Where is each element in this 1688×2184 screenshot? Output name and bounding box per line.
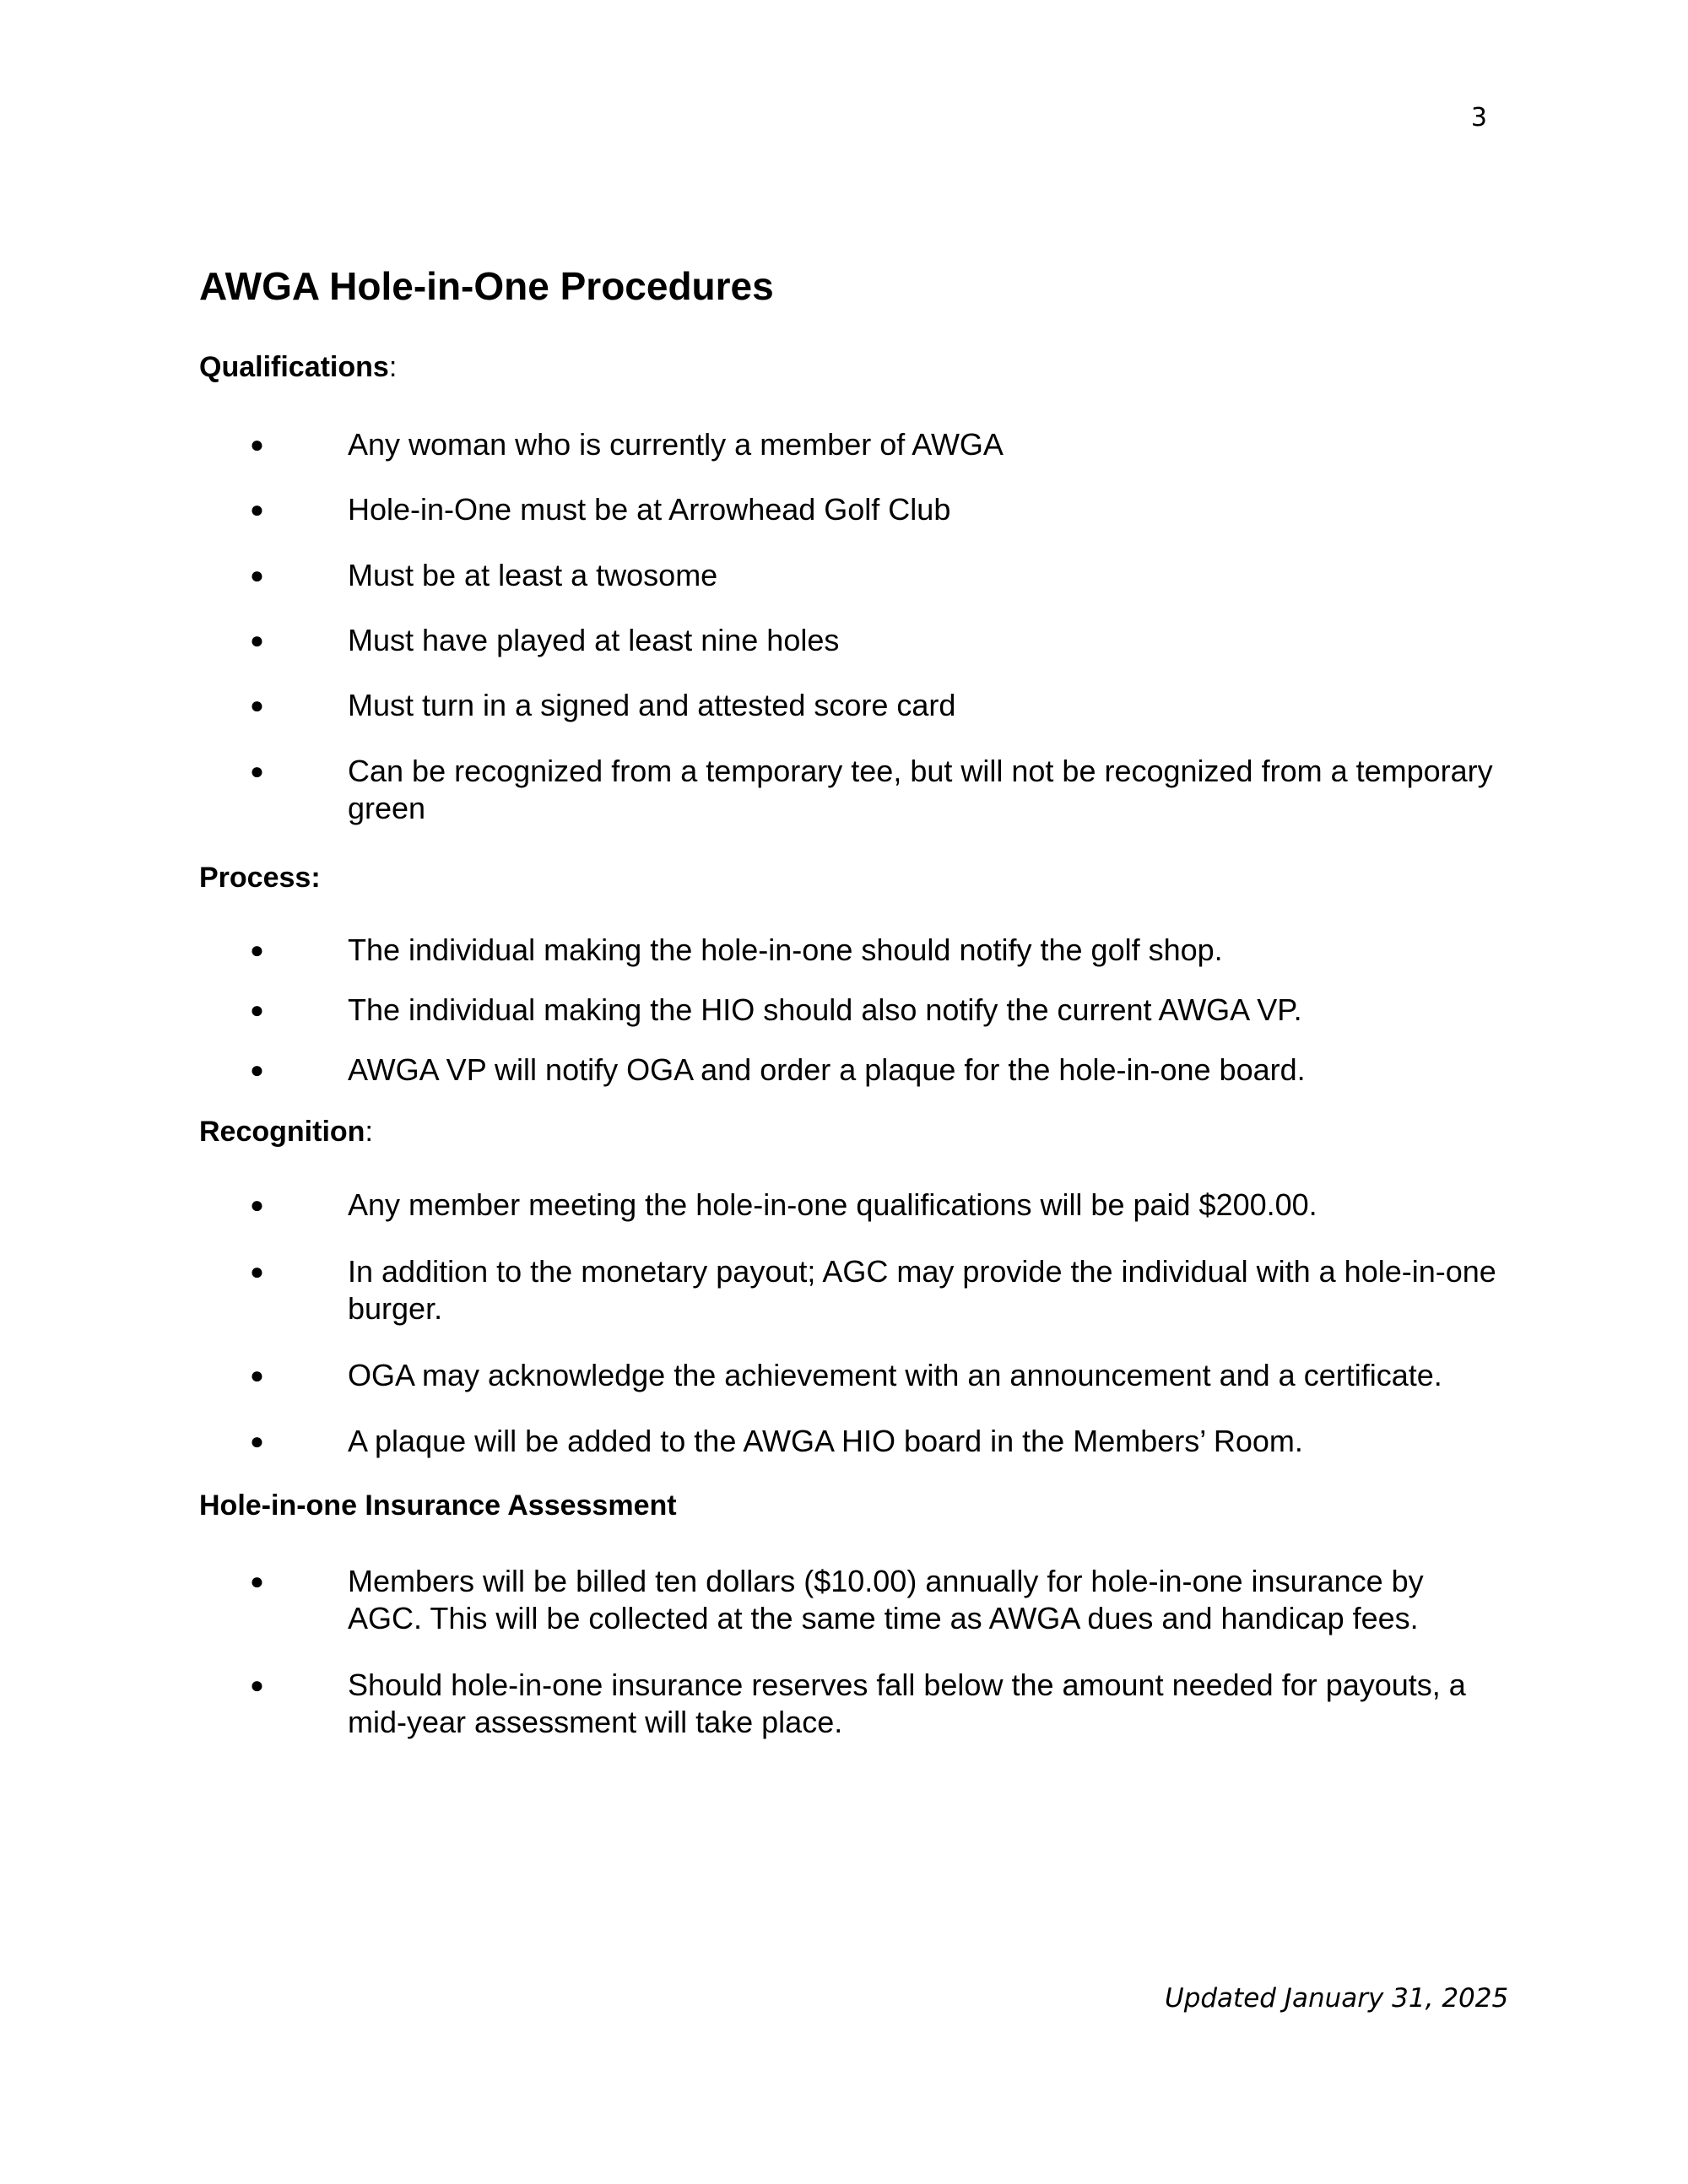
bullet-icon: ● [250, 758, 264, 784]
bullet-icon: ● [250, 562, 264, 588]
bullet-icon: ● [250, 1672, 264, 1698]
updated-date-footer: Updated January 31, 2025 [1165, 1983, 1509, 2014]
bullet-icon: ● [250, 1362, 264, 1388]
section-heading-recognition: Recognition: [199, 1116, 373, 1148]
bullet-icon: ● [250, 1258, 264, 1284]
section-heading-qualifications: Qualifications: [199, 351, 398, 383]
bullet-icon: ● [250, 1428, 264, 1454]
bullet-icon: ● [250, 997, 264, 1023]
bullet-icon: ● [250, 431, 264, 457]
bullet-icon: ● [250, 496, 264, 522]
bullet-icon: ● [250, 937, 264, 963]
bullet-icon: ● [250, 627, 264, 653]
bullet-icon: ● [250, 1192, 264, 1218]
page-number: 3 [1470, 103, 1487, 132]
bullet-icon: ● [250, 1057, 264, 1083]
bullet-icon: ● [250, 692, 264, 718]
section-heading-insurance: Hole-in-one Insurance Assessment [199, 1489, 677, 1522]
page-title: AWGA Hole-in-One Procedures [199, 264, 774, 308]
section-heading-process: Process: [199, 862, 321, 894]
bullet-icon: ● [250, 1568, 264, 1594]
